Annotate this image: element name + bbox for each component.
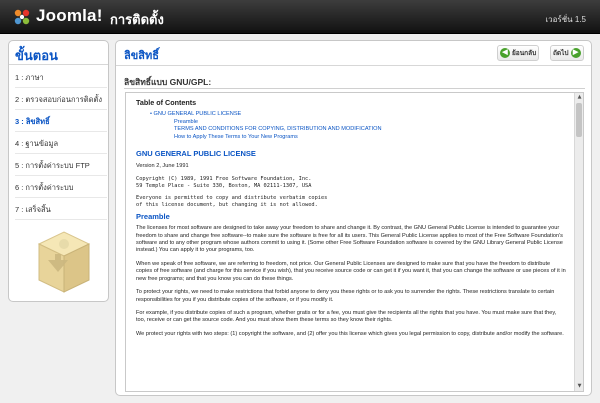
steps-sidebar: [8, 40, 109, 302]
license-heading: GNU GENERAL PUBLIC LICENSE: [136, 149, 256, 159]
license-version: Version 2, June 1991: [136, 163, 189, 170]
license-paragraph: When we speak of free software, we are referring to freedom, not price. Our General Public Licenses are designed to make sure that you have the freedom to distribute copies of free software (and charge for this service if you wish), that you receive source code or can get it if you want it, that you can change the software or use pieces of it in new free programs; and that you know you can do these things.: [136, 260, 566, 282]
divider: [9, 64, 108, 65]
install-box-icon: [35, 226, 93, 294]
version-label: เวอร์ชั่น 1.5: [545, 15, 586, 24]
brand-name: Joomla!: [36, 6, 103, 25]
top-bar: [0, 0, 600, 34]
next-button-label: ถัดไป: [553, 50, 569, 57]
license-content: [136, 99, 567, 344]
license-paragraph: For example, if you distribute copies of such a program, whether gratis or for a fee, you must give the recipients all the rights that you have. You must make sure that they, too, receive or can get the source code. And you must show them these terms so they know their rights.: [136, 309, 557, 324]
content-area: [0, 34, 600, 403]
preamble-heading: Preamble: [136, 211, 170, 221]
copyright-line: Copyright (C) 1989, 1991 Free Software Foundation, Inc.: [136, 175, 312, 182]
license-paragraph: The licenses for most software are designed to take away your freedom to share and change it. By contrast, the GNU General Public License is intended to guarantee your freedom to share and change free software--to make sure the software is free for all its users. This General Public License applies to most of the Free Software Foundation's software and to any other program whose authors commit to using it. (Some other Free Software Foundation software is covered by the GNU Library General Public License instead.) You can apply it to your programs, too.: [136, 225, 563, 254]
app-title: การติดตั้ง: [110, 12, 164, 27]
previous-button-label: ย้อนกลับ: [512, 50, 537, 57]
license-paragraph: We protect your rights with two steps: (1) copyright the software, and (2) offer you this license which gives you legal permission to copy, distribute and/or modify the software.: [136, 330, 564, 337]
step-pre-install-check: 2 : ตรวจสอบก่อนการติดตั้ง: [15, 90, 107, 110]
previous-button[interactable]: [497, 45, 539, 61]
address-line: 59 Temple Place - Suite 330, Boston, MA 02111-1307, USA: [136, 182, 312, 189]
toc-link[interactable]: • GNU GENERAL PUBLIC LICENSE: [150, 111, 242, 118]
step-language: 1 : ภาษา: [15, 68, 107, 88]
toc-link[interactable]: How to Apply These Terms to Your New Programs: [174, 133, 298, 140]
toc-link[interactable]: Preamble: [174, 118, 198, 125]
next-button[interactable]: [550, 45, 584, 61]
toc-link[interactable]: TERMS AND CONDITIONS FOR COPYING, DISTRIBUTION AND MODIFICATION: [174, 126, 382, 133]
arrow-left-icon: ◀: [500, 48, 510, 58]
scroll-thumb[interactable]: [576, 103, 582, 137]
step-ftp: 5 : การตั้งค่าระบบ FTP: [15, 156, 107, 176]
sidebar-title: ขั้นตอน: [15, 48, 58, 63]
step-finish: 7 : เสร็จสิ้น: [15, 200, 107, 220]
license-subtitle: ลิขสิทธิ์แบบ GNU/GPL:: [124, 77, 212, 87]
license-paragraph: To protect your rights, we need to make restrictions that forbid anyone to deny you these rights or to ask you to surrender the rights. These restrictions translate to certain responsibilities for you if you distribute copies of the software, or if you modify it.: [136, 289, 555, 303]
license-text-box[interactable]: [125, 92, 584, 392]
license-scrollbar[interactable]: [574, 93, 583, 391]
scroll-up-icon[interactable]: ▲: [577, 94, 582, 100]
scroll-down-icon[interactable]: ▼: [577, 383, 582, 389]
permission-line: Everyone is permitted to copy and distribute verbatim copies: [136, 194, 328, 201]
step-configuration: 6 : การตั้งค่าระบบ: [15, 178, 107, 198]
step-license: 3 : ลิขสิทธิ์: [15, 112, 107, 132]
permission-line: of this license document, but changing it is not allowed.: [136, 201, 318, 208]
arrow-right-icon: ▶: [571, 48, 581, 58]
joomla-logo-icon: [12, 7, 32, 27]
toc-title: Table of Contents: [136, 98, 197, 107]
divider: [124, 88, 585, 89]
divider: [116, 65, 591, 66]
main-panel: [115, 40, 592, 396]
step-database: 4 : ฐานข้อมูล: [15, 134, 107, 154]
page-title: ลิขสิทธิ์: [124, 50, 159, 62]
